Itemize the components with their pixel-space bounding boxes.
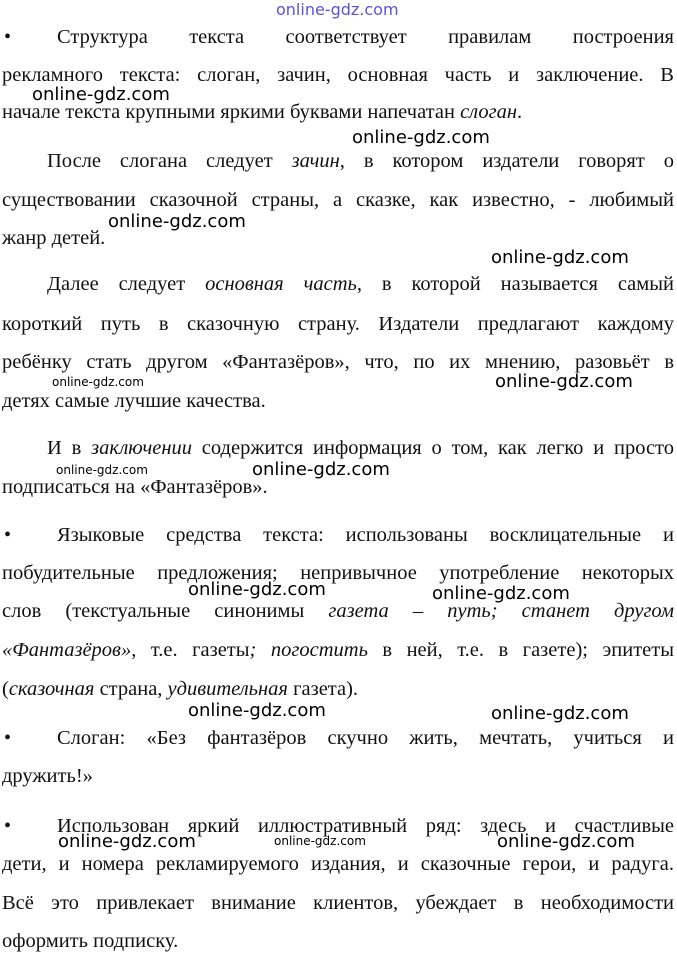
text: . xyxy=(517,101,523,123)
text: газета). xyxy=(287,678,359,700)
watermark: online-gdz.com xyxy=(32,84,170,105)
text: , в котором издатели говорят о xyxy=(339,150,674,172)
watermark: online-gdz.com xyxy=(188,700,326,721)
paragraph-3-line-1 xyxy=(47,272,674,296)
paragraph-5-line-1: Языковые средства текста: использованы восклицательные и xyxy=(57,524,674,546)
watermark: online-gdz.com xyxy=(52,375,144,389)
watermark: online-gdz.com xyxy=(252,459,390,480)
watermark-top: online-gdz.com xyxy=(276,0,399,19)
text: т.е. газеты xyxy=(136,639,250,661)
watermark: online-gdz.com xyxy=(274,834,366,848)
watermark: online-gdz.com xyxy=(188,579,326,600)
text: начале текста крупными яркими буквами напечатан xyxy=(2,101,461,123)
watermark: online-gdz.com xyxy=(491,703,629,724)
watermark: online-gdz.com xyxy=(432,583,570,604)
watermark: online-gdz.com xyxy=(497,831,635,852)
text: Далее следует xyxy=(47,273,206,295)
paragraph-2-line-1 xyxy=(47,149,674,173)
term-conclusion: заключении xyxy=(91,437,192,459)
bullet: • xyxy=(4,815,12,837)
bullet: • xyxy=(4,524,12,546)
text: слов (текстуальные синонимы xyxy=(2,600,329,622)
watermark: online-gdz.com xyxy=(495,371,633,392)
watermark: online-gdz.com xyxy=(352,127,490,148)
paragraph-3-line-2: короткий путь в сказочную страну. Издатели предлагают каждому xyxy=(2,313,674,335)
paragraph-1-line-2: рекламного текста: слоган, зачин, основная часть и заключение. В xyxy=(2,64,674,86)
word-italic: ; погостить xyxy=(249,639,368,661)
bullet: • xyxy=(4,26,12,48)
text: И в xyxy=(47,437,92,459)
watermark: online-gdz.com xyxy=(58,831,196,852)
watermark: online-gdz.com xyxy=(108,211,246,232)
watermark: online-gdz.com xyxy=(491,247,629,268)
epithet-italic: удивительная xyxy=(167,678,288,700)
paragraph-5-line-2: побудительные предложения; непривычное употребление некоторых xyxy=(2,562,674,584)
paragraph-6-line-2: дружить!» xyxy=(2,765,93,787)
text: содержится информация о том, как легко и просто xyxy=(192,437,674,459)
text: в ней, т.е. в газете); эпитеты xyxy=(367,639,674,661)
synonyms-italic: газета – путь; станет другом xyxy=(328,600,674,622)
paragraph-4-line-1 xyxy=(47,436,674,460)
paragraph-3-line-4: детях самые лучшие качества. xyxy=(2,390,266,412)
text: , в которой называется самый xyxy=(356,273,674,295)
paragraph-5-line-4 xyxy=(2,638,674,662)
text: страна, xyxy=(94,678,168,700)
paragraph-5-line-5 xyxy=(2,677,674,701)
epithet-italic: сказочная xyxy=(8,678,95,700)
bullet: • xyxy=(4,727,12,749)
text: После слогана следует xyxy=(47,150,292,172)
paragraph-7-line-2: дети, и номера рекламируемого издания, и сказочные герои, и радуга. xyxy=(2,853,674,875)
paragraph-4-line-2: подписаться на «Фантазёров». xyxy=(2,476,268,498)
paragraph-2-line-3: жанр детей. xyxy=(2,227,106,249)
term-slogan: слоган xyxy=(460,101,518,123)
term-zachin: зачин xyxy=(291,150,340,172)
term-main-part: основная часть xyxy=(205,273,357,295)
paragraph-7-line-3: Всё это привлекает внимание клиентов, убеждает в необходимости xyxy=(2,892,674,914)
watermark: online-gdz.com xyxy=(56,463,148,477)
text: ( xyxy=(2,678,9,700)
paragraph-1-line-1: Структура текста соответствует правилам построения xyxy=(57,26,674,48)
paragraph-5-line-3 xyxy=(2,599,674,623)
paragraph-7-line-4: оформить подписку. xyxy=(2,930,179,952)
paragraph-2-line-2: существовании сказочной страны, а сказке, как известно, - любимый xyxy=(2,189,674,211)
paragraph-7-line-1: Использован яркий иллюстративный ряд: здесь и счастливые xyxy=(57,815,674,837)
synonyms-italic: «Фантазёров», xyxy=(2,639,137,661)
paragraph-6-line-1: Слоган: «Без фантазёров скучно жить, мечтать, учиться и xyxy=(57,727,674,749)
paragraph-3-line-3: ребёнку стать другом «Фантазёров», что, по их мнению, разовьёт в xyxy=(2,351,674,373)
